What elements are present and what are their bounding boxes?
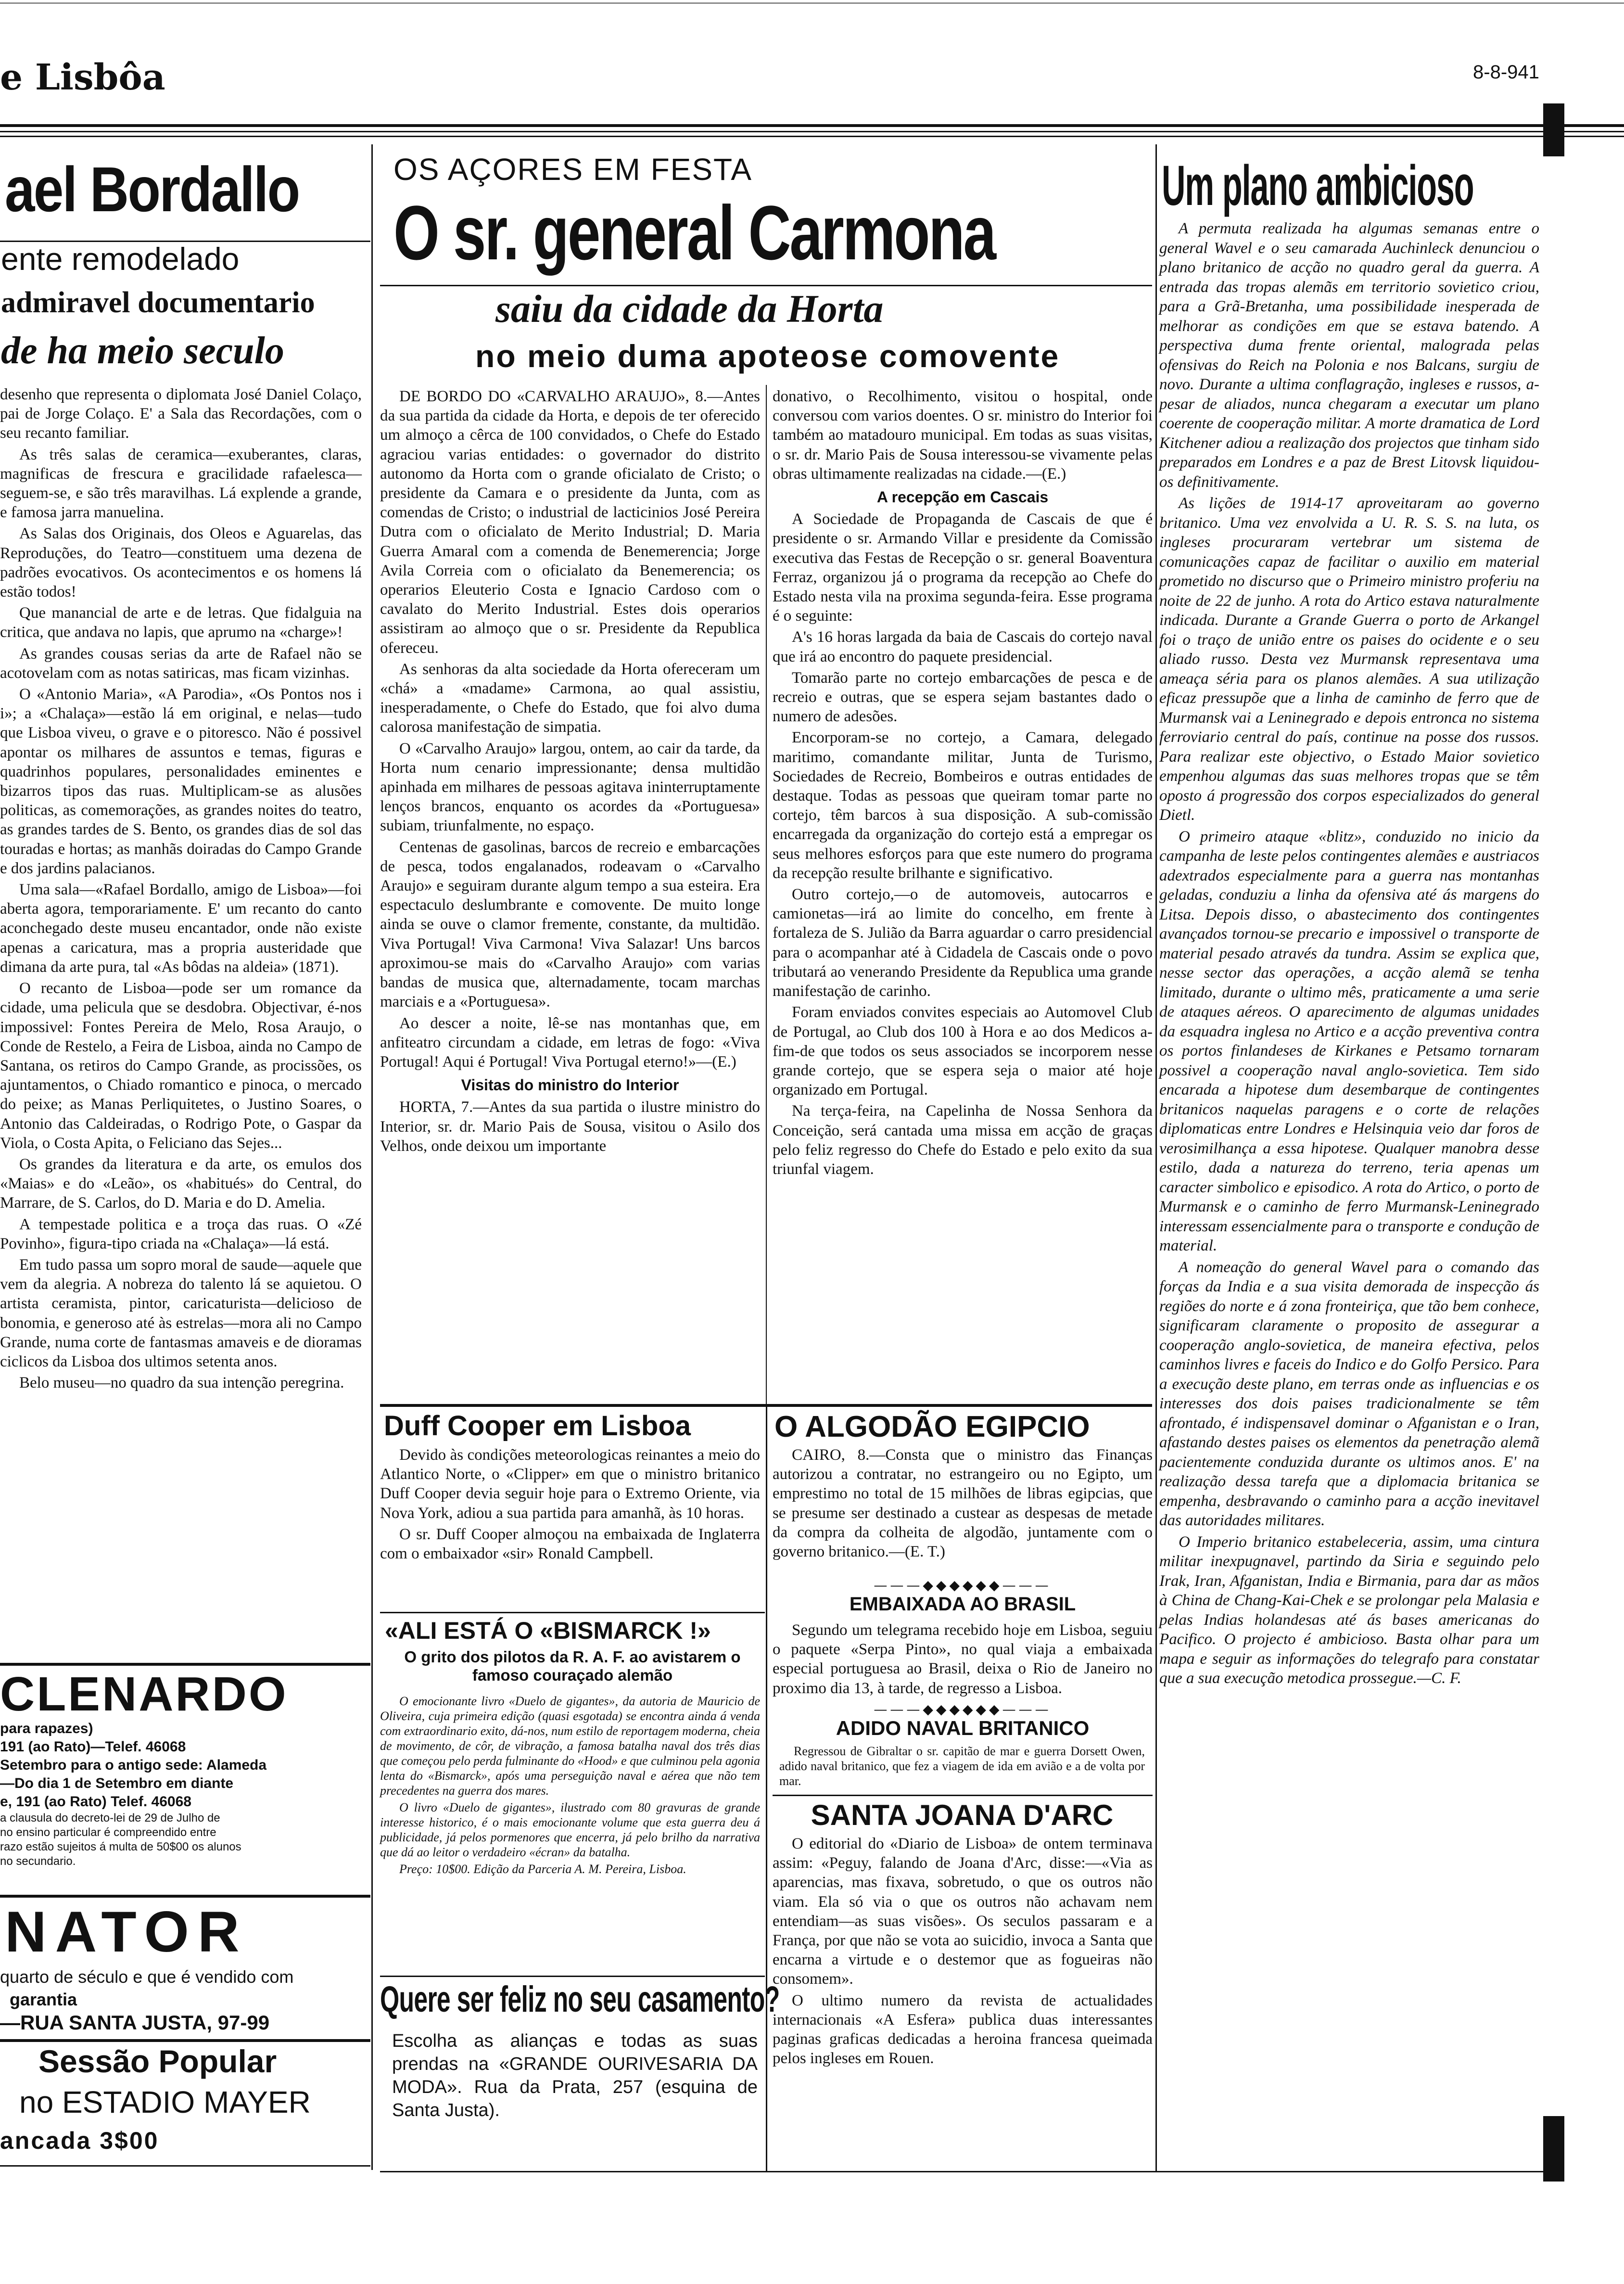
header-rule-2	[0, 131, 1624, 132]
plano-para: O Imperio britanico estabeleceria, assim, uma cintura militar inexpugnavel, partindo da Siria e seguindo pelo Irak, Iran, Afganistan, India e Birmania, para dar as mãos à China de Chang-Kai-Chek e se prolongar pela Malasia e pelas Indias holandesas até ás bases americanas do Pacifico. O projecto é ambicioso. Basta olhar para um mapa e seguir as informações do telegrafo para constatar que a sua execução metodica prossegue.—C. F.	[1159, 1533, 1539, 1687]
col1-sub2: admiravel documentario	[1, 286, 315, 319]
col1-bottom-rule	[0, 2165, 370, 2167]
adido-rule	[773, 1795, 1153, 1796]
embaixada-text: Segundo um telegrama recebido hoje em Lisboa, seguiu o paquete «Serpa Pinto», no qual viaja a embaixada especial portuguesa ao Brasil, deixa o Rio de Janeiro no proximo dia 13, à tarde, de regresso a Lisboa.	[773, 1621, 1153, 1697]
center-para: As senhoras da alta sociedade da Horta ofereceram um «chá» a «madame» Carmona, ao qual assistiu, inesperadamente, o Chefe do Estado, que foi alvo duma calorosa manifestação de simpatia.	[380, 660, 760, 736]
clenardo-line: 191 (ao Rato)—Telef. 46068	[0, 1739, 186, 1755]
center-para: Ao descer a noite, lê-se nas montanhas que, em anfiteatro circundam a cidade, em letras de fogo: «Viva Portugal! Aqui é Portugal! Viva Portugal eterno!»—(E.)	[380, 1014, 760, 1071]
bismarck-rule	[380, 1976, 765, 1977]
plano-para: As lições de 1914-17 aproveitaram ao governo britanico. Uma vez envolvida a U. R. S. S. na luta, os ingleses procuraram vertebrar um sistema de comunicações capaz de facilitar o auxilio em material prometido no discurso que o Primeiro ministro proferiu na noite de 22 de junho. A rota do Artico estava naturalmente indicada. Durante a Grande Guerra o porto de Arkangel foi o traço de união entre os paises do ocidente e o seu aliado russo. Desta vez Murmansk representava uma ameaça séria para os planos alemães. A sua utilização eficaz pressupõe que a linha de caminho de ferro que de Murmansk vai a Leninegrado e depois entronca no sistema ferroviario central do país, continue na posse dos russos. Para realizar este objectivo, o Estado Maior sovietico empenhou algumas das suas melhores tropas que se têm oposto á progressão dos corpos especializados do general Dietl.	[1159, 495, 1539, 824]
embaixada-title: EMBAIXADA AO BRASIL	[849, 1594, 1076, 1615]
plano-para: O primeiro ataque «blitz», conduzido no inicio da campanha de leste pelos contingentes alemães e austriacos adextrados especialmente para a guerra nas montanhas geladas, conduziu a linha da ofensiva até ás margens do Litsa. Depois disso, o abastecimento dos contingentes avançados tornou-se precario e impossivel o transporte de material pesado através da tundra. Assim se explica que, nesse sector das operações, a acção alemã se tenha limitado, durante o ultimo mês, praticamente a uma serie de ataques aéreos. O aparecimento de algumas unidades da esquadra inglesa no Artico e a acção preventiva contra os portos finlandeses de Kirkanes e Petsamo tornaram possivel a cooperação naval anglo-sovietica. Tem sido encarada a hipotese dum desembarque de contingentes britanicos naquelas paragens e o corte de relações diplomaticas entre Londres e Helsinquia veio dar foros de verosimilhança a essa hipotese. Qualquer manobra desse estilo, dada a natureza do terreno, teria apenas um caracter simbolico e episodico. A rota do Artico, o porto de Murmansk e o caminho de ferro Murmansk-Leninegrado interessam essencialmente para o transporte e condução de material.	[1159, 828, 1539, 1254]
header-rule-3	[0, 136, 1624, 137]
center-para: DE BORDO DO «CARVALHO ARAUJO», 8.—Antes da sua partida da cidade da Horta, e depois de ter oferecido um almoço a cêrca de 100 convidados, o Chefe do Estado agraciou varias entidades: o governador do distrito autonomo da Horta com o grande oficialato de Cristo; o presidente da Camara e o presidente da Junta, com as comendas de Cristo; o industrial de lacticinios José Pereira Dutra com o oficialato de Merito Industrial; D. Maria Guerra Amaral com a comenda de Benemerencia; Jorge Avila Correia com o oficialato da Benemerencia; os operarios Eleuterio Costa e Ignacio Cardoso com o cavalato do Merito Industrial. Estes dois operarios assistiram ao almoço que o sr. Presidente da Republica ofereceu.	[380, 388, 760, 657]
feliz-title: Quere ser feliz no seu casamento?	[380, 1979, 780, 2020]
clenardo-lines	[0, 1720, 366, 1869]
center-col-b	[773, 387, 1153, 1181]
adido-title: ADIDO NAVAL BRITANICO	[836, 1717, 1090, 1739]
bismarck-sub: O grito dos pilotos da R. A. F. ao avistarem o famoso couraçado alemão	[404, 1648, 741, 1684]
center-visitas-heading: Visitas do ministro do Interior	[461, 1076, 679, 1094]
cascais-para: Tomarão parte no cortejo embarcações de pesca e de recreio e outras, que se espera sejam bastantes dado o numero de adesões.	[773, 669, 1153, 726]
clenardo-line: a clausula do decreto-lei de 29 de Julho de	[0, 1812, 220, 1825]
page-bottom-rule	[380, 2171, 1544, 2172]
algodao-ornament: ———◆◆◆◆◆◆———	[874, 1577, 1052, 1593]
duff-para: Devido às condições meteorologicas reinantes a meio do Atlantico Norte, o «Clipper» em que o ministro britanico Duff Cooper devia seguir hoje para o Extremo Oriente, via Nova York, adiou a sua partida para amanhã, às 10 horas.	[380, 1446, 760, 1522]
col-divider-3	[1155, 144, 1157, 2172]
nator-line1: quarto de século e que é vendido com	[0, 1967, 294, 1987]
col1-para: As três salas de ceramica—exuberantes, claras, magnificas de frescura e gracilidade rafaelesca—seguem-se, e são três maravilhas. Lá explende a grande, e famosa jarra manuelina.	[0, 446, 362, 522]
cascais-para: Encorporam-se no cortejo, a Camara, delegado maritimo, comandante militar, Junta de Turismo, Sociedades de Recreio, Bombeiros e outras entidades de destaque. Todas as pessoas que queiram tomar parte no cortejo, têm barcos à sua disposição. A sub-comissão encarregada da organização do cortejo está a empregar os seus melhores esforços para que este numero do programa da recepção resulte brilhante e significativo.	[773, 729, 1153, 882]
col1-para: Que manancial de arte e de letras. Que fidalguia na critica, que andava no lapis, que aprumo na «charge»!	[0, 604, 362, 641]
cascais-heading: A recepção em Cascais	[876, 488, 1049, 506]
center-para: Centenas de gasolinas, barcos de recreio e embarcações de pesca, todos engalanados, rodeavam o «Carvalho Araujo» e seguiram durante algum tempo a sua esteira. Era espectaculo deslumbrante e comovente. De muito longe ainda se ouve o clamor fremente, constante, da multidão. Viva Portugal! Viva Carmona! Viva Salazar! Uns barcos aproximou-se mais do «Carvalho Araujo» com varias bandas de musica que, alternadamente, tocam marchas marciais e a «Portuguesa».	[380, 838, 760, 1011]
joana-para: O ultimo numero da revista de actualidades internacionais «A Esfera» publica duas interessantes paginas graficas dedicadas a heroina francesa queimada pelos ingleses em Rouen.	[773, 1991, 1153, 2067]
masthead-date: 8-8-941	[1473, 62, 1539, 83]
bismarck-title: «ALI ESTÁ O «BISMARCK !»	[385, 1617, 711, 1644]
col1-para: desenho que representa o diplomata José Daniel Colaço, pai de Jorge Colaço. E' a Sala das Recordações, com o seu recanto familiar.	[0, 386, 362, 442]
bismarck-article	[380, 1694, 760, 1878]
embaixada-ornament: ———◆◆◆◆◆◆———	[874, 1701, 1052, 1717]
feliz-text: Escolha as alianças e todas as suas prendas na «GRANDE OURIVESARIA DA MODA». Rua da Prata, 257 (esquina de Santa Justa).	[392, 2031, 758, 2120]
col1-para: Belo museu—no quadro da sua intenção peregrina.	[19, 1374, 344, 1392]
cascais-para: A Sociedade de Propaganda de Cascais de que é presidente o sr. Armando Villar e presidente da Comissão executiva das Festas de Recepção o sr. general Boaventura Ferraz, organizou já o programa da recepção ao Chefe do Estado nesta vila na proxima segunda-feira. Esse programa é o seguinte:	[773, 510, 1153, 625]
joana-article	[773, 1834, 1153, 2070]
col-divider-1	[371, 144, 373, 2170]
cascais-para: Foram enviados convites especiais ao Automovel Club de Portugal, ao Club dos 100 à Hora e ao dos Medicos a-fim-de que todos os seus associados se incorporem nesse grande cortejo, que se espera seja o maior até hoje organizado em Portugal.	[773, 1004, 1153, 1099]
right-margin-block-bottom	[1543, 2116, 1564, 2182]
duff-para: O sr. Duff Cooper almoçou na embaixada de Inglaterra com o embaixador «sir» Ronald Campbell.	[380, 1525, 760, 1563]
col1-sub1: ente remodelado	[1, 241, 240, 277]
col1-title: ael Bordallo	[5, 154, 299, 225]
col1-para: A tempestade politica e a troça das ruas. O «Zé Povinho», figura-tipo criada na «Chalaça»—lá está.	[0, 1215, 362, 1252]
clenardo-line: no ensino particular é compreendido entre	[0, 1826, 216, 1839]
col1-para: O recanto de Lisboa—pode ser um romance da cidade, uma pelicula que se desdobra. Objectivar, é-nos impossivel: Fontes Pereira de Melo, Rosa Araujo, o Conde de Restelo, a Feira de Lisboa, ainda no Campo de Santana, os retiros do Campo Grande, as procissões, os ajuntamentos, o Chiado romantico e pinoca, o mercado do peixe; as Manas Perliquitetes, o Justino Soares, o Antonio das Caldeiradas, o Rodrigo Pote, o Gaspar da Viola, o Costa Apita, o Feliciano das Sejes...	[0, 980, 362, 1152]
plano-para: A nomeação do general Wavel para o comando das forças da India e a sua visita demorada de inspecção ás regiões do norte e á zona fronteiriça, que tão bem conhece, significaram claramente o proposito de assegurar a cooperação anglo-sovietica, de maneira efectiva, pelos caminhos livres e faceis do Indico e do Golfo Persico. Para a execução deste plano, em terras onde as influencias e os interesses dos dois paises tradicionalmente se têm afrontado, é indispensavel dominar o Afganistan e o Iran, afastando destes paises os elementos da penetração alemã pacientemente conduzida durante os ultimos anos. E' na realização dessa tarefa que a diplomacia britanica se empenha, desbravando o caminho para a acção inevitavel das autoridades militares.	[1159, 1258, 1539, 1529]
clenardo-line: razo estão sujeitos á multa de 50$00 os alunos	[0, 1840, 241, 1853]
duff-rule	[380, 1612, 765, 1613]
col-divider-center	[766, 385, 767, 1405]
bismarck-para: O livro «Duelo de gigantes», ilustrado com 80 gravuras de grande interesse historico, é o mais emocionante volume que esta guerra deu á publicidade, já pelos pormenores que encerra, já pelo brilho da narrativa que dá ao leitor o verdadeiro «écran» da batalha.	[380, 1800, 760, 1859]
clenardo-rule-top	[0, 1663, 370, 1666]
clenardo-line: no secundario.	[0, 1855, 76, 1868]
cascais-para: A's 16 horas largada da baia de Cascais do cortejo naval que irá ao encontro do paquete presidencial.	[773, 628, 1153, 665]
bismarck-para: Preço: 10$00. Edição da Parceria A. M. Pereira, Lisboa.	[399, 1862, 686, 1876]
plano-para: A permuta realizada ha algumas semanas entre o general Wavel e o seu camarada Auchinleck denunciou o plano britanico de acção no quadro geral da guerra. A entrada das tropas alemãs em territorio sovietico criou, para a Grã-Bretanha, uma possibilidade inesperada de melhorar as condições em que se estava batendo. A perspectiva duma frente oriental, malograda pelas ofensivas do Reich na Polonia e nos Balcans, surgiu de novo. Durante a ultima conflagração, ingleses e russos, a-pesar de aliados, nunca chegaram a executar um plano coerente de cooperação militar. A morte dramatica de Lord Kitchener adiou a realização dos projectos que tinham sido preparados em Londres e a paz de Brest Litovsk liquidou-os definitivamente.	[1159, 220, 1539, 491]
col-divider-lower	[766, 1407, 767, 2172]
center-col-a	[380, 387, 760, 1158]
top-rule	[0, 2, 1624, 4]
cascais-para: Outro cortejo,—o de automoveis, autocarros e camionetas—irá ao limite do concelho, em frente à fortaleza de S. Julião da Barra aguardar o carro presidencial para o acompanhar até à Cidadela de Cascais onde o povo tributará ao venerando Presidente da Republica uma grande manifestação de carinho.	[773, 886, 1153, 1000]
col1-para: As grandes cousas serias da arte de Rafael não se acotovelam com as notas satiricas, mas ficam vizinhas.	[0, 645, 362, 682]
sessao-line2: no ESTADIO MAYER	[19, 2085, 311, 2119]
joana-para: O editorial do «Diario de Lisboa» de ontem terminava assim: «Peguy, falando de Joana d'Arc, disse:—«Via as aparencias, mas fixava, sobretudo, o que os outros não viam. Ela só via o que os outros não achavam nem entendiam—as suas visões». Os seculos passaram e a França, por que não se vota ao suicidio, invoca a Santa que encarna a virtude e o destemor que as fogueiras não consomem».	[773, 1835, 1153, 1988]
center-para: donativo, o Recolhimento, visitou o hospital, onde conversou com varios doentes. O sr. ministro do Interior foi também ao matadouro municipal. Em todas as suas visitas, o sr. dr. Mario Pais de Sousa interessou-se vivamente pelas obras ultimamente realizadas na cidade.—(E.)	[773, 388, 1153, 483]
col1-article	[0, 385, 362, 1394]
algodao-title: O ALGODÃO EGIPCIO	[774, 1410, 1090, 1443]
clenardo-line: Setembro para o antigo sede: Alameda	[0, 1757, 267, 1773]
col1-sub3: de ha meio seculo	[1, 330, 284, 372]
nator-line2: garantia	[10, 1990, 77, 2009]
col1-para: Os grandes da literatura e da arte, os emulos dos «Maias» e do «Leão», os «habitués» do Central, do Marrare, de S. Carlos, do D. Maria e do D. Amelia.	[0, 1155, 362, 1212]
center-sub1: saiu da cidade da Horta	[495, 287, 884, 331]
nator-line3: —RUA SANTA JUSTA, 97-99	[0, 2011, 270, 2034]
clenardo-line: e, 191 (ao Rato) Telef. 46068	[0, 1794, 191, 1810]
duff-title: Duff Cooper em Lisboa	[384, 1410, 691, 1442]
header-rule-1	[0, 124, 1624, 127]
center-kicker: OS AÇORES EM FESTA	[393, 152, 753, 187]
center-title: O sr. general Carmona	[393, 190, 995, 276]
col1-para: Uma sala—«Rafael Bordallo, amigo de Lisboa»—foi aberta agora, temporariamente. E' um recanto do canto aconchegado deste museu encantador, onde não existe apenas a caricatura, mas a propria austeridade que dimana da arte pura, tal «As bôdas na aldeia» (1871).	[0, 881, 362, 976]
cascais-para: Na terça-feira, na Capelinha de Nossa Senhora da Conceição, será cantada uma missa em acção de graças pelo feliz regresso do Chefe do Estado e pelo exito da sua triunfal viagem.	[773, 1102, 1153, 1178]
center-para: HORTA, 7.—Antes da sua partida o ilustre ministro do Interior, sr. dr. Mario Pais de Sousa, visitou o Asilo dos Velhos, onde deixou um importante	[380, 1098, 760, 1155]
right-margin-block	[1543, 103, 1564, 156]
plano-title: Um plano ambicioso	[1162, 154, 1474, 217]
center-para: O «Carvalho Araujo» largou, ontem, ao cair da tarde, da Horta num cenario impressionante; densa multidão apinhada em milhares de pessoas agitava ininterruptamente lenços brancos, enquanto os acordes da «Portuguesa» subiam, triunfalmente, no espaço.	[380, 740, 760, 835]
clenardo-title: CLENARDO	[0, 1667, 288, 1721]
adido-text: Regressou de Gibraltar o sr. capitão de mar e guerra Dorsett Owen, adido naval britanico, que fez a viagem de ida em avião e a de volta por mar.	[779, 1744, 1145, 1788]
nator-title: NATOR	[5, 1900, 248, 1964]
bismarck-para: O emocionante livro «Duelo de gigantes», da autoria de Mauricio de Oliveira, cuja primeira edição (quasi esgotada) se encontra ainda á venda com extraordinario exito, dá-nos, num estilo de reportagem moderna, cheia de movimento, de côr, de vibração, a famosa batalha naval dos três dias que começou pelo perda fulminante do «Hood» e que culminou pela agonia lenta do «Bismarck», após uma perseguição naval e aérea que não tem precedentes na guerra dos mares.	[380, 1694, 760, 1798]
col1-para: As Salas dos Originais, dos Oleos e Aguarelas, das Reproduções, do Teatro—constituem uma dezena de padrões evocativos. Os acontecimentos e os homens lá estão todos!	[0, 525, 362, 601]
sessao-rule-top	[0, 2039, 370, 2042]
duff-article	[380, 1445, 760, 1565]
sessao-line3: ancada 3$00	[0, 2127, 159, 2154]
col1-para: O «Antonio Maria», «A Parodia», «Os Pontos nos i i»; a «Chalaça»—estão lá em original, e nelas—tudo que Lisboa viveu, o grave e o pitoresco. Não é possivel apontar os milhares de assuntos e temas, figuras e quadrinhos populares, personalidades eminentes e bizarros tipos das ruas. Multiplicam-se as alusões politicas, as comemorações, as grandes noites do teatro, as grandes tardes de S. Bento, os grandes dias de sol das touradas e hortas; as manhãs doiradas do Campo Grande e dos jardins palacianos.	[0, 686, 362, 877]
center-sub2: no meio duma apoteose comovente	[475, 338, 1060, 374]
col1-para: Em tudo passa um sopro moral de saude—aquele que vem da alegria. A nobreza do talento lá se aquietou. O artista ceramista, pintor, caricaturista—delicioso de bonomia, e generoso até às estrelas—mora ali no Campo Grande, numa corte de fantasmas amaveis e de dioramas ciclicos da Lisboa dos ultimos setenta anos.	[0, 1256, 362, 1370]
nator-rule-top	[0, 1895, 370, 1898]
masthead-paper-name: e Lisbôa	[0, 57, 165, 98]
joana-title: SANTA JOANA D'ARC	[811, 1799, 1114, 1831]
algodao-text: CAIRO, 8.—Consta que o ministro das Finanças autorizou a contratar, no estrangeiro ou no Egipto, um emprestimo no total de 15 milhões de libras egipcias, que se presume ser destinado a custear as despesas de metade da compra da colheita de algodão, juntamente com o governo britanico.—(E. T.)	[773, 1446, 1153, 1561]
clenardo-line: —Do dia 1 de Setembro em diante	[0, 1775, 234, 1791]
sessao-line1: Sessão Popular	[38, 2043, 277, 2079]
clenardo-line: para rapazes)	[0, 1721, 93, 1736]
plano-article	[1159, 219, 1539, 1690]
